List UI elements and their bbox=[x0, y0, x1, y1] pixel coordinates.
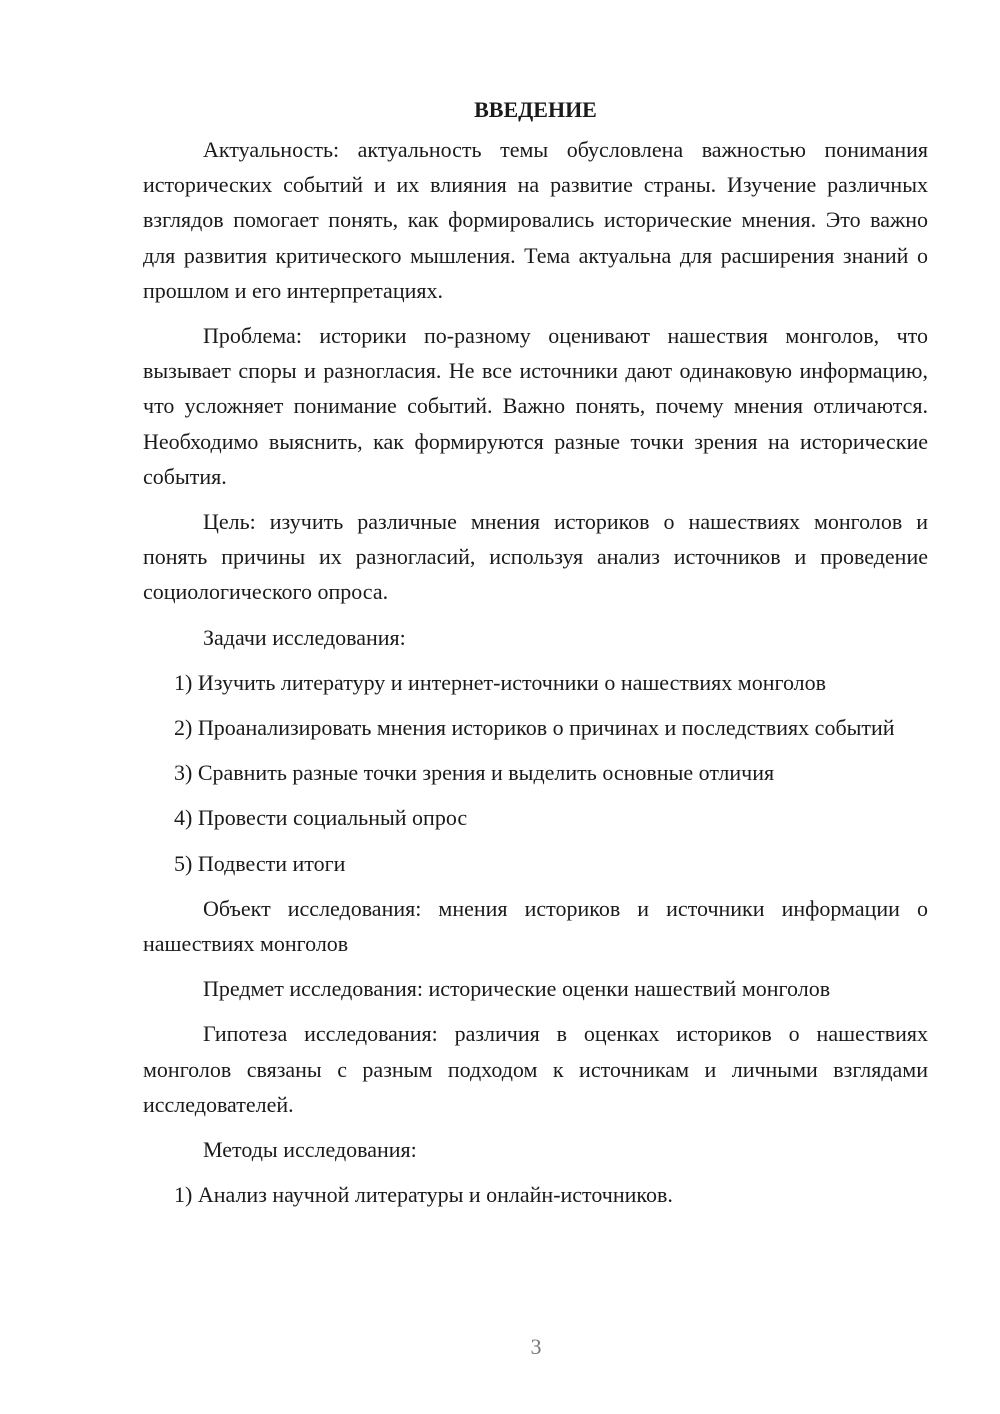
task-item-3: 3) Сравнить разные точки зрения и выделить основные отличия bbox=[174, 760, 775, 786]
goal-paragraph: Цель: изучить различные мнения историков о нашествиях монголов и понять причины их разногласий, используя анализ источников и проведение социологического опроса. bbox=[143, 509, 928, 605]
problem-paragraph: Проблема: историки по-разному оценивают нашествия монголов, что вызывает споры и разногласия. Не все источники дают одинаковую информацию, что усложняет понимание событий. Важно понять, почему мнения отличаются. Необходимо выяснить, как формируются разные точки зрения на исторические события. bbox=[143, 323, 928, 489]
task-item-5: 5) Подвести итоги bbox=[174, 850, 346, 876]
page-title: ВВЕДЕНИЕ bbox=[474, 97, 597, 122]
tasks-heading: Задачи исследования: bbox=[203, 624, 406, 650]
hypothesis-paragraph: Гипотеза исследования: различия в оценках историков о нашествиях монголов связаны с разным подходом к источникам и личными взглядами исследователей. bbox=[143, 1021, 928, 1117]
task-item-1: 1) Изучить литературу и интернет-источники о нашествиях монголов bbox=[174, 669, 827, 695]
document-page bbox=[143, 92, 928, 1222]
task-item-4: 4) Провести социальный опрос bbox=[174, 805, 468, 831]
subject-paragraph: Предмет исследования: исторические оценки нашествий монголов bbox=[203, 976, 831, 1002]
relevance-paragraph: Актуальность: актуальность темы обусловлена важностью понимания исторических событий и их влияния на развитие страны. Изучение различных взглядов помогает понять, как формировались исторические мнения. Это важно для развития критического мышления. Тема актуальна для расширения знаний о прошлом и его интерпретациях. bbox=[143, 137, 928, 303]
method-item-1: 1) Анализ научной литературы и онлайн-источников. bbox=[174, 1182, 673, 1208]
page-number: 3 bbox=[530, 1334, 542, 1359]
object-paragraph: Объект исследования: мнения историков и источники информации о нашествиях монголов bbox=[143, 895, 928, 957]
methods-heading: Методы исследования: bbox=[203, 1137, 417, 1163]
task-item-2: 2) Проанализировать мнения историков о причинах и последствиях событий bbox=[174, 715, 895, 741]
